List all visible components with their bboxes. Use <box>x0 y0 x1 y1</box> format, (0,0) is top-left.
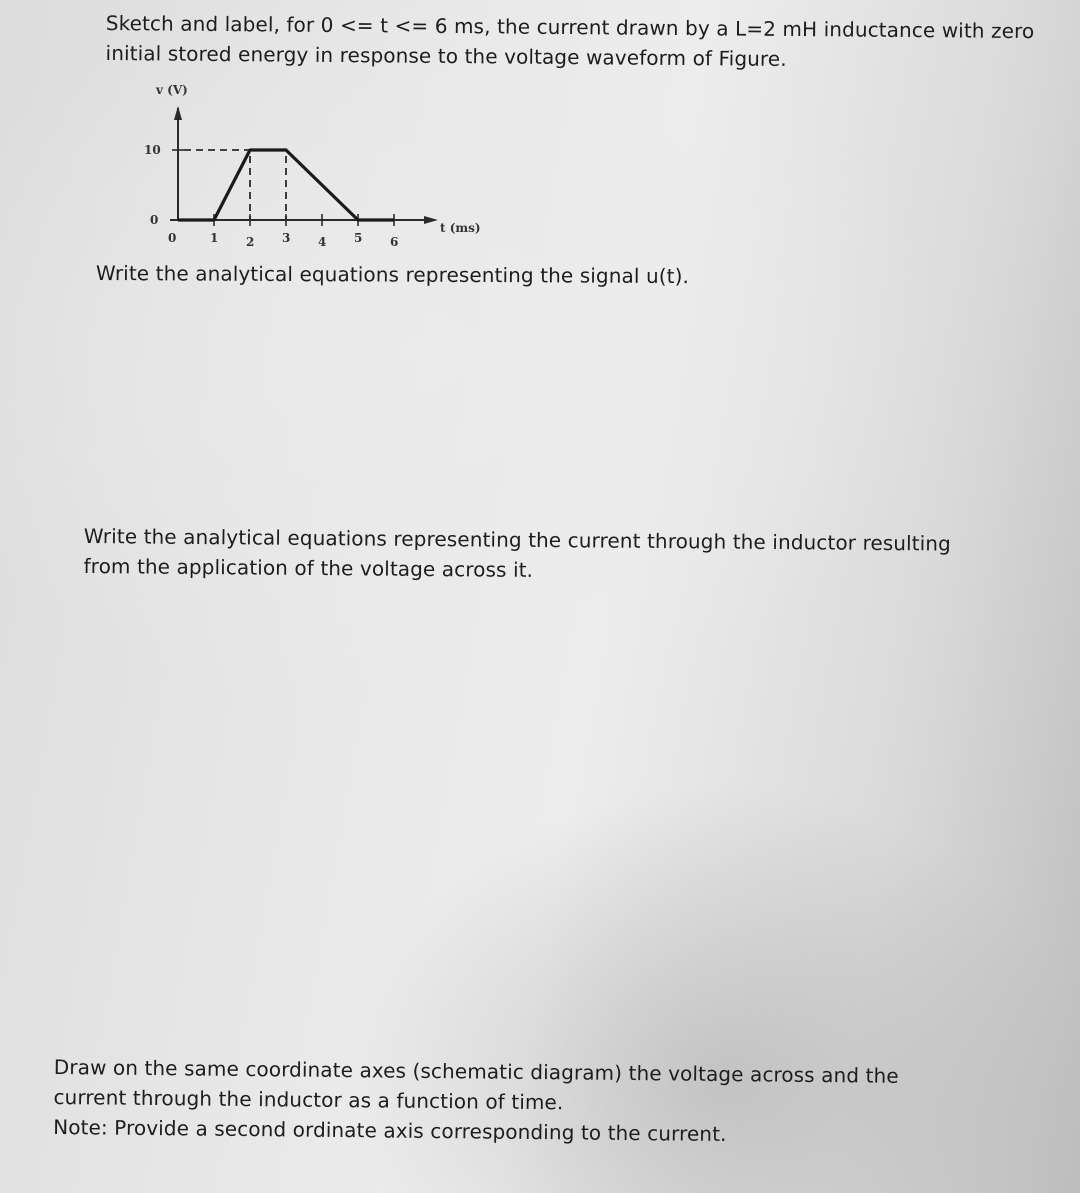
question-3-line-2: from the application of the voltage across it. <box>83 553 534 582</box>
question-2-line-1: Write the analytical equations representing the signal u(t). <box>95 260 690 289</box>
question-4-line-3: Note: Provide a second ordinate axis corresponding to the current. <box>53 1114 727 1147</box>
x-tick-label-5: 5 <box>354 231 363 245</box>
y-axis-label: v (V) <box>156 83 188 97</box>
x-tick-label-4: 4 <box>318 235 327 249</box>
question-1 <box>105 8 1035 76</box>
voltage-waveform-figure <box>130 78 510 256</box>
y-tick-label-10: 10 <box>144 143 161 157</box>
x-axis-label: t (ms) <box>440 221 481 235</box>
voltage-waveform-svg <box>130 78 510 256</box>
x-tick-labels <box>168 231 398 249</box>
x-tick-label-1: 1 <box>210 231 219 245</box>
question-4-line-1: Draw on the same coordinate axes (schematic diagram) the voltage across and the <box>53 1054 899 1088</box>
y-axis-arrow <box>174 106 182 120</box>
question-3-line-1: Write the analytical equations representing the current through the inductor resulting <box>83 523 952 556</box>
question-2 <box>96 258 896 292</box>
question-4 <box>53 1052 974 1152</box>
x-tick-label-6: 6 <box>390 235 399 249</box>
x-tick-label-0: 0 <box>168 231 177 245</box>
x-tick-label-2: 2 <box>246 235 255 249</box>
x-tick-label-3: 3 <box>282 231 291 245</box>
question-3 <box>83 521 1003 589</box>
x-axis-arrow <box>424 216 438 224</box>
question-1-line-2: initial stored energy in response to the voltage waveform of Figure. <box>105 40 787 71</box>
question-4-line-2: current through the inductor as a function of time. <box>53 1084 564 1115</box>
y-tick-label-0: 0 <box>150 213 159 227</box>
question-1-line-1: Sketch and label, for 0 <= t <= 6 ms, the current drawn by a L=2 mH inductance with zero <box>105 10 1035 44</box>
